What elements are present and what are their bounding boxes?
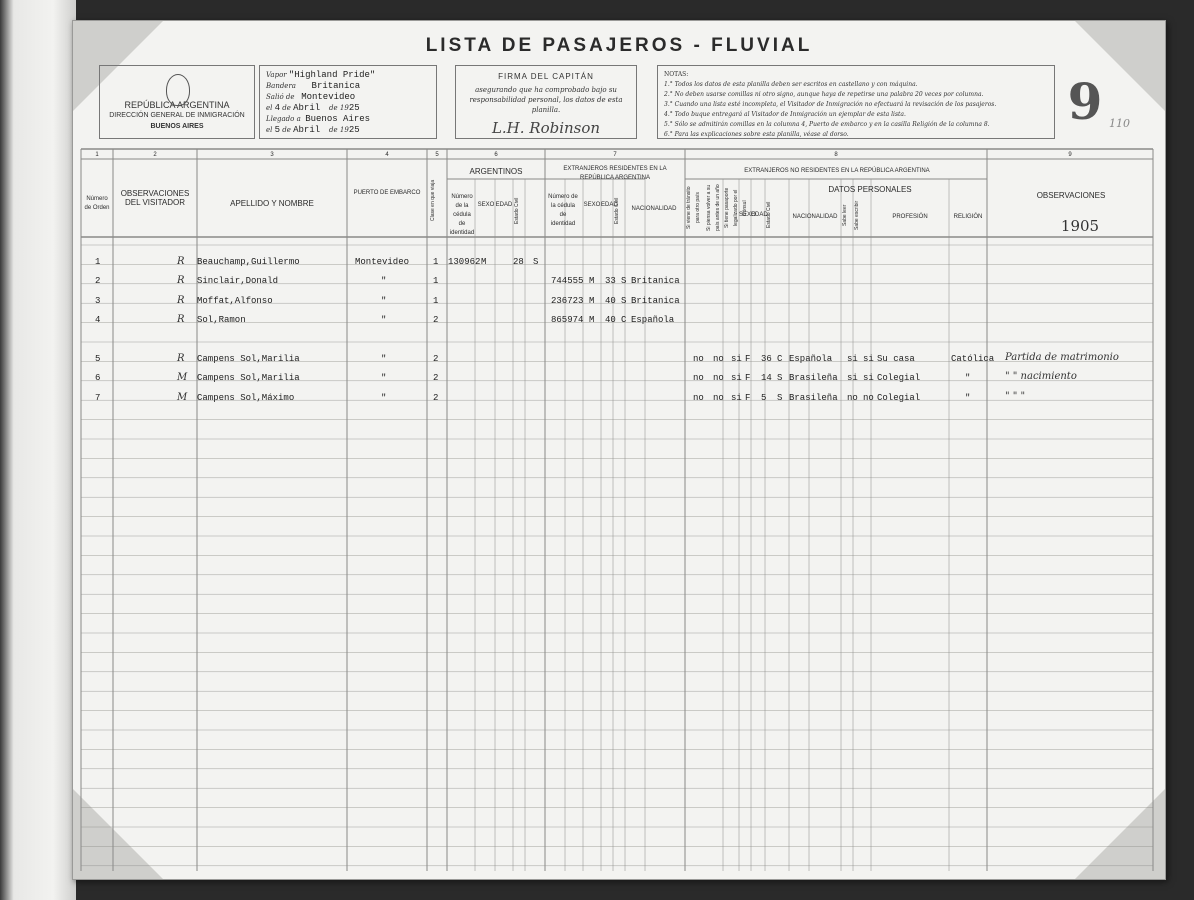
clase: 2 <box>433 354 439 364</box>
header-sexo: SEXO <box>477 202 495 208</box>
header-estado: Estado Civil <box>614 197 620 225</box>
res-sexo: M <box>589 315 595 326</box>
puerto-embarco: " <box>381 392 387 403</box>
table-grid <box>73 21 1165 879</box>
res-nacionalidad: Britanica <box>631 295 680 306</box>
nr-estado: C <box>777 354 783 364</box>
book-binding <box>0 0 76 900</box>
nr-estado: S <box>777 392 783 403</box>
note-item: 5.° Sólo se admitirán comillas en la columna 4, Puerto de embarco y en la casilla Religión de la columna 8. <box>664 121 990 128</box>
res-sexo: M <box>589 295 595 306</box>
clase: 2 <box>433 392 439 403</box>
header-estado: Estado Civil <box>514 197 520 225</box>
row-number: 2 <box>95 276 101 287</box>
column-number: 6 <box>494 152 498 158</box>
puerto-embarco: " <box>381 295 387 306</box>
salio-day: 4 <box>274 103 281 113</box>
sabe-leer: si <box>847 354 858 364</box>
passenger-name: Campens Sol,Marilia <box>197 354 300 364</box>
passenger-name: Sinclair,Donald <box>197 276 279 287</box>
nr-nacionalidad: Brasileña <box>789 392 838 403</box>
header-datos-personales: DATOS PERSONALES <box>828 185 912 194</box>
pasaporte: si <box>731 373 742 384</box>
puerto-embarco: " <box>381 276 387 287</box>
header-edad: EDAD <box>751 212 768 218</box>
vuelve: no <box>713 392 724 403</box>
column-number: 7 <box>613 152 617 158</box>
llegado-year: 25 <box>348 125 360 135</box>
nr-nacionalidad: Brasileña <box>789 373 838 384</box>
nr-edad: 5 <box>761 392 767 403</box>
sabe-leer: no <box>847 392 858 403</box>
header-literacy: Sabe escribir <box>854 200 860 230</box>
captain-signature: L.H. Robinson <box>491 119 601 137</box>
visitador-mark: M <box>177 391 188 403</box>
row-number: 7 <box>95 392 101 403</box>
profesion: Su casa <box>877 354 915 364</box>
sabe-escribir: no <box>863 392 874 403</box>
puerto-embarco: " <box>381 315 387 326</box>
salio-year: 25 <box>348 103 360 113</box>
nr-sexo: F <box>745 392 751 403</box>
passenger-name: Moffat,Alfonso <box>197 295 273 306</box>
puerto-embarco: " <box>381 354 387 364</box>
header-observaciones: OBSERVACIONES <box>1036 191 1106 200</box>
puerto-embarco: " <box>381 373 387 384</box>
visitador-mark: R <box>177 256 185 267</box>
visitador-mark: M <box>177 372 188 384</box>
year-label: de 19 <box>329 126 349 134</box>
nr-sexo: F <box>745 354 751 364</box>
clase: 2 <box>433 315 439 326</box>
clase: 1 <box>433 257 439 267</box>
visitador-mark: R <box>177 314 185 326</box>
header-nacionalidad: NACIONALIDAD <box>631 206 677 212</box>
header-transit: Si piensa volver a su país antes de un año <box>706 184 721 232</box>
row-number: 1 <box>95 257 101 267</box>
header-cedula: Número de la cédula de identidad <box>449 194 475 236</box>
clase: 2 <box>433 373 439 384</box>
passenger-name: Campens Sol,Máximo <box>197 392 295 403</box>
header-sexo: SEXO <box>739 212 756 218</box>
sheet-number: 9 <box>1067 72 1103 131</box>
edad: 28 <box>513 257 524 267</box>
header-observaciones-visitador: OBSERVACIONES DEL VISITADOR <box>120 189 190 207</box>
transito: no <box>693 354 704 364</box>
header-nacionalidad: NACIONALIDAD <box>792 214 838 220</box>
res-estado: S <box>621 276 627 287</box>
nr-estado: S <box>777 373 783 384</box>
sabe-escribir: si <box>863 354 874 364</box>
column-number: 8 <box>834 152 838 158</box>
res-sexo: M <box>589 276 595 287</box>
res-estado: S <box>621 295 627 306</box>
salio-month: Abril <box>293 103 321 113</box>
row-number: 3 <box>95 295 101 306</box>
notes-label: NOTAS: <box>664 71 689 78</box>
religion: " <box>965 392 971 403</box>
salio-value: Montevideo <box>301 92 356 102</box>
transito: no <box>693 392 704 403</box>
sabe-leer: si <box>847 373 858 384</box>
row-number: 6 <box>95 373 101 384</box>
column-number: 5 <box>435 152 439 158</box>
llegado-month: Abril <box>293 125 321 135</box>
observacion: " " nacimiento <box>1005 371 1077 383</box>
header-apellido: APELLIDO Y NOMBRE <box>230 199 314 208</box>
note-item: 6.° Para las explicaciones sobre esta planilla, véase al dorso. <box>664 131 849 138</box>
row-number: 4 <box>95 315 101 326</box>
nr-nacionalidad: Española <box>789 354 833 364</box>
religion: " <box>965 373 971 384</box>
vapor-label: Vapor <box>266 71 287 79</box>
header-literacy: Sabe leer <box>842 204 848 226</box>
nr-edad: 14 <box>761 373 772 384</box>
passenger-name: Beauchamp,Guillermo <box>197 257 300 267</box>
header-cedula: Número de la cédula de identidad <box>548 194 578 227</box>
el-label: el <box>266 104 273 112</box>
pasaporte: si <box>731 392 742 403</box>
salio-label: Salió de <box>266 93 295 101</box>
res-cedula: 744555 <box>551 276 584 287</box>
captain-text: asegurando que ha comprobado bajo su responsabilidad personal, los datos de esta planilla. <box>469 86 623 114</box>
profesion: Colegial <box>877 373 921 384</box>
bandera-value: Britanica <box>311 81 361 91</box>
res-edad: 33 <box>605 276 616 287</box>
estado-civil: S <box>533 257 539 267</box>
header-profesion: PROFESIÓN <box>892 214 928 220</box>
header-clase: Clase en que viaja <box>430 179 436 221</box>
note-item: 4.° Todo buque entregará al Visitador de Inmigración un ejemplar de esta lista. <box>664 111 906 118</box>
nr-sexo: F <box>745 373 751 384</box>
note-item: 1.° Todos los datos de esta planilla deben ser escritos en castellano y con máquina. <box>664 81 918 88</box>
clase: 1 <box>433 276 439 287</box>
column-number: 9 <box>1068 152 1072 158</box>
note-item: 3.° Cuando una lista esté incompleta, el Visitador de Inmigración no efectuará la revisación de los pasajeros. <box>664 101 997 108</box>
vapor-value: "Highland Pride" <box>288 70 376 80</box>
header-edad: EDAD <box>495 202 513 208</box>
res-nacionalidad: Britanica <box>631 276 680 287</box>
page-title: LISTA DE PASAJEROS - FLUVIAL <box>425 35 813 56</box>
passenger-list-sheet <box>72 20 1166 880</box>
observacion: " " " <box>1005 390 1026 402</box>
res-cedula: 236723 <box>551 295 584 306</box>
header-estado: Estado Civil <box>766 201 772 229</box>
vuelve: no <box>713 373 724 384</box>
observations-year: 1905 <box>1060 217 1100 235</box>
column-number: 4 <box>385 152 389 158</box>
header-argentinos: ARGENTINOS <box>469 167 523 176</box>
note-item: 2.° No deben usarse comillas ni otro signo, aunque haya de repetirse una palabra 20 veces por columna. <box>664 91 984 98</box>
header-edad: EDAD <box>601 202 618 208</box>
header-no-residentes: EXTRANJEROS NO RESIDENTES EN LA REPÚBLICA ARGENTINA <box>744 168 930 174</box>
passenger-name: Sol,Ramon <box>197 315 246 326</box>
clase: 1 <box>433 295 439 306</box>
profesion: Colegial <box>877 392 921 403</box>
sabe-escribir: si <box>863 373 874 384</box>
res-edad: 40 <box>605 315 616 326</box>
issuer-city: BUENOS AIRES <box>150 123 204 130</box>
llegado-label: Llegado a <box>266 115 301 123</box>
header-sexo: SEXO <box>583 202 601 208</box>
header-transit: Si tiene pasaporte legalizado por el Cónsul <box>724 187 748 229</box>
religion: Católica <box>951 354 995 364</box>
visitador-mark: R <box>177 275 185 287</box>
llegado-day: 5 <box>274 125 281 135</box>
res-estado: C <box>621 315 627 326</box>
puerto-embarco: Montevideo <box>355 257 410 267</box>
cedula: 130962 <box>448 257 481 267</box>
issuer-country: REPÚBLICA ARGENTINA <box>124 100 230 110</box>
de-label: de <box>282 104 291 112</box>
row-number: 5 <box>95 354 101 364</box>
issuer-office: DIRECCIÓN GENERAL DE INMIGRACIÓN <box>109 112 245 119</box>
year-label: de 19 <box>329 104 349 112</box>
de-label: de <box>282 126 291 134</box>
column-number: 2 <box>153 152 157 158</box>
el-label: el <box>266 126 273 134</box>
visitador-mark: R <box>177 294 185 306</box>
column-number: 3 <box>270 152 274 158</box>
vuelve: no <box>713 354 724 364</box>
column-number: 1 <box>95 152 99 158</box>
header-residentes: EXTRANJEROS RESIDENTES EN LA REPÚBLICA ARGENTINA <box>563 166 667 181</box>
nr-edad: 36 <box>761 354 772 364</box>
folio-number: 110 <box>1109 117 1130 130</box>
visitador-mark: R <box>177 353 185 364</box>
pasaporte: si <box>731 354 742 364</box>
header-religion: RELIGIÓN <box>953 214 983 220</box>
header-transit: Si viene de tránsito para otro país <box>686 186 701 230</box>
sexo: M <box>481 257 487 267</box>
res-nacionalidad: Española <box>631 315 675 326</box>
res-cedula: 865974 <box>551 315 584 326</box>
header-puerto: PUERTO DE EMBARCO <box>353 190 421 196</box>
passenger-name: Campens Sol,Marilia <box>197 373 300 384</box>
bandera-label: Bandera <box>266 82 296 90</box>
res-edad: 40 <box>605 295 616 306</box>
transito: no <box>693 373 704 384</box>
observacion: Partida de matrimonio <box>1005 352 1119 363</box>
llegado-value: Buenos Aires <box>305 114 371 124</box>
captain-heading: FIRMA DEL CAPITÁN <box>498 72 594 81</box>
header-orden: Número de Orden <box>84 196 110 211</box>
